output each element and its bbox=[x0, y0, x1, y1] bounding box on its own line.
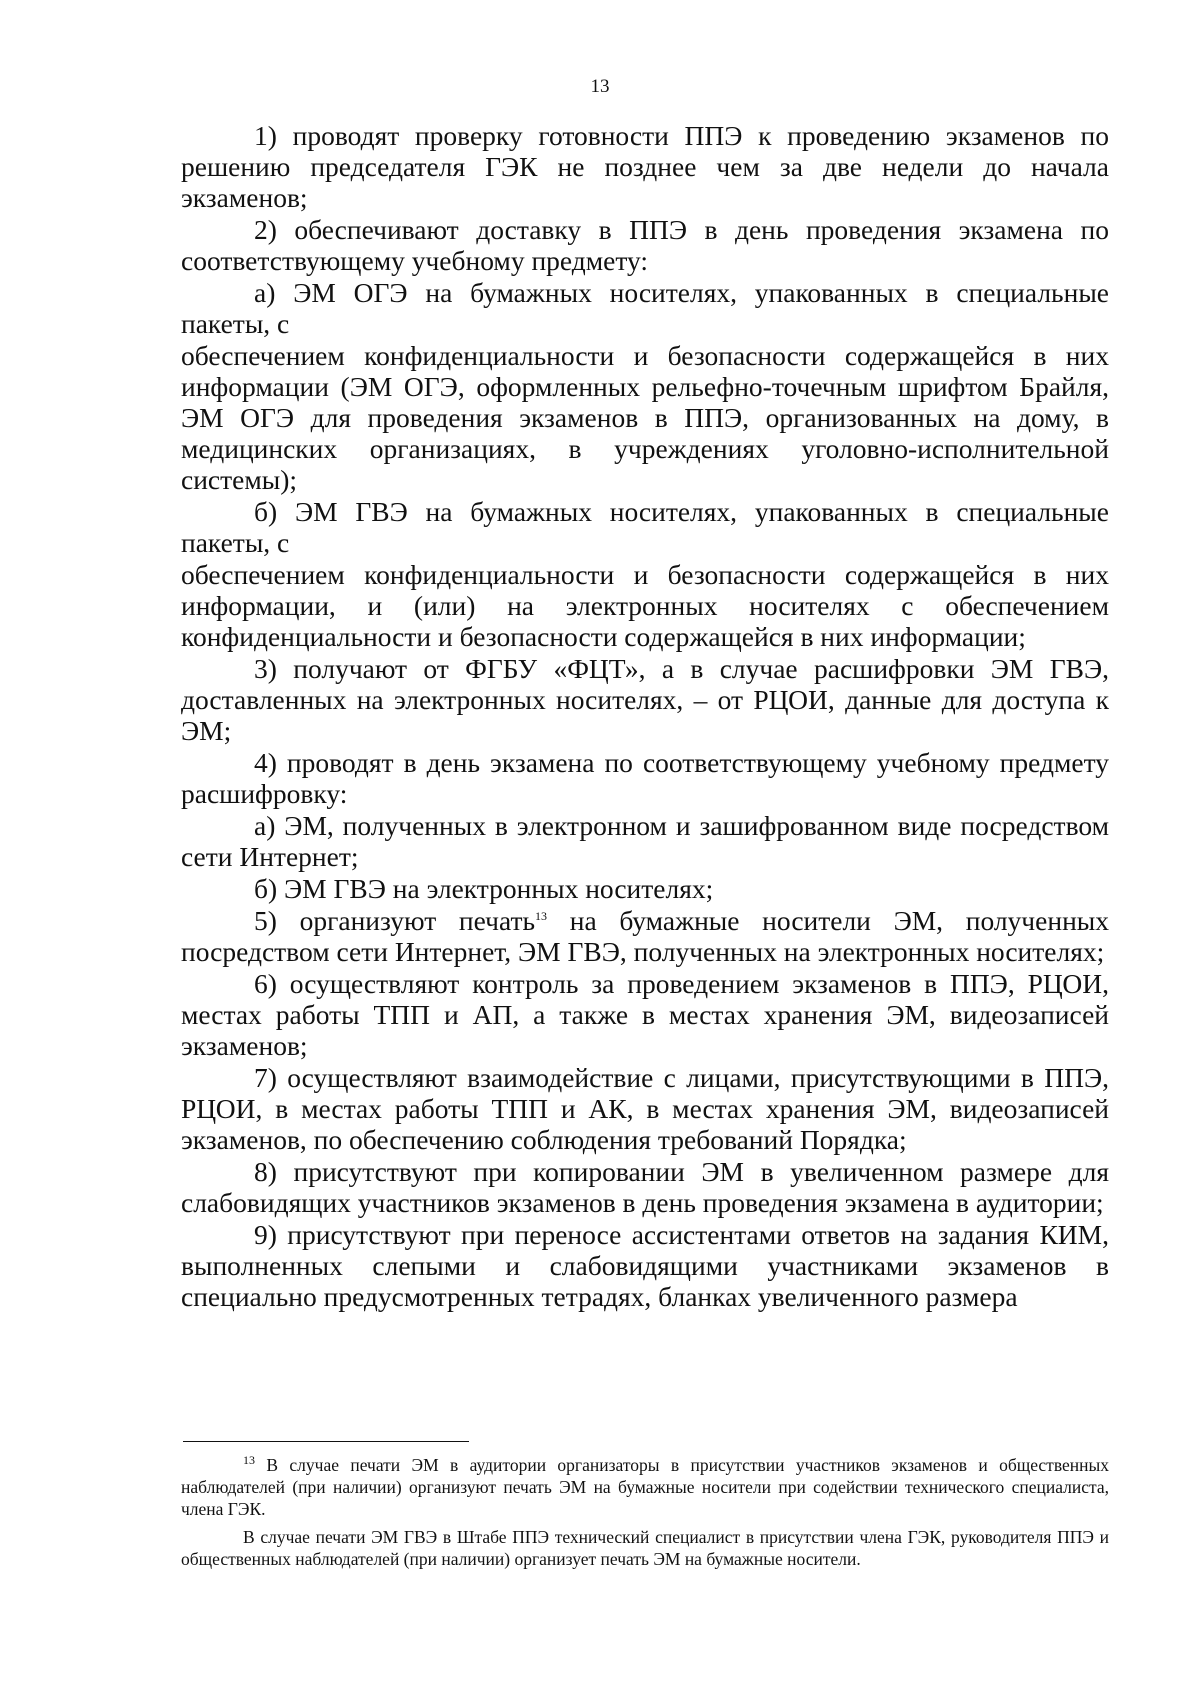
footnote-number: 13 bbox=[243, 1453, 255, 1468]
paragraph-5 bbox=[181, 905, 1109, 967]
paragraph-2a: а) ЭМ ОГЭ на бумажных носителях, упакованных в специальные пакеты, с bbox=[181, 277, 1109, 339]
paragraph-2b-continued: обеспечением конфиденциальности и безопасности содержащейся в них информации, и (или) на электронных носителях с обеспечением конфиденциальности и безопасности содержащейся в них информации; bbox=[181, 559, 1109, 652]
footnote-1 bbox=[181, 1454, 1109, 1520]
paragraph-4: 4) проводят в день экзамена по соответствующему учебному предмету расшифровку: bbox=[181, 747, 1109, 809]
paragraph-2b: б) ЭМ ГВЭ на бумажных носителях, упакованных в специальные пакеты, с bbox=[181, 496, 1109, 558]
paragraph-2a-continued: обеспечением конфиденциальности и безопасности содержащейся в них информации (ЭМ ОГЭ, оформленных рельефно-точечным шрифтом Брайля, ЭМ ОГЭ для проведения экзаменов в ППЭ, организованных на дому, в медицинских организациях, в учреждениях уголовно-исполнительной системы); bbox=[181, 340, 1109, 495]
paragraph-4a: а) ЭМ, полученных в электронном и зашифрованном виде посредством сети Интернет; bbox=[181, 810, 1109, 872]
paragraph-8: 8) присутствуют при копировании ЭМ в увеличенном размере для слабовидящих участников экзаменов в день проведения экзамена в аудитории; bbox=[181, 1156, 1109, 1218]
paragraph-1: 1) проводят проверку готовности ППЭ к проведению экзаменов по решению председателя ГЭК не позднее чем за две недели до начала экзаменов; bbox=[181, 120, 1109, 213]
footnote-2: В случае печати ЭМ ГВЭ в Штабе ППЭ технический специалист в присутствии члена ГЭК, руководителя ППЭ и общественных наблюдателей (при наличии) организует печать ЭМ на бумажные носители. bbox=[181, 1527, 1109, 1569]
paragraph-7: 7) осуществляют взаимодействие с лицами, присутствующими в ППЭ, РЦОИ, в местах работы ТПП и АК, в местах хранения ЭМ, видеозаписей экзаменов, по обеспечению соблюдения требований Порядка; bbox=[181, 1062, 1109, 1155]
paragraph-3: 3) получают от ФГБУ «ФЦТ», а в случае расшифровки ЭМ ГВЭ, доставленных на электронных носителях, – от РЦОИ, данные для доступа к ЭМ; bbox=[181, 653, 1109, 746]
page-number: 13 bbox=[590, 76, 610, 97]
paragraph-5-rest: на бумажные носители ЭМ, полученных посредством сети Интернет, ЭМ ГВЭ, полученных на электронных носителях; bbox=[181, 905, 1110, 967]
paragraph-4b: б) ЭМ ГВЭ на электронных носителях; bbox=[254, 873, 714, 904]
paragraph-5-start: 5) организуют печать bbox=[254, 905, 536, 936]
footnotes bbox=[181, 1454, 1109, 1576]
paragraph-6: 6) осуществляют контроль за проведением экзаменов в ППЭ, РЦОИ, местах работы ТПП и АП, а также в местах хранения ЭМ, видеозаписей экзаменов; bbox=[181, 968, 1109, 1061]
paragraph-2: 2) обеспечивают доставку в ППЭ в день проведения экзамена по соответствующему учебному предмету: bbox=[181, 214, 1109, 276]
paragraph-9: 9) присутствуют при переносе ассистентами ответов на задания КИМ, выполненных слепыми и слабовидящими участниками экзаменов в специально предусмотренных тетрадях, бланках увеличенного размера bbox=[181, 1219, 1109, 1312]
footnote-divider bbox=[183, 1441, 469, 1442]
document-body bbox=[181, 120, 1109, 1313]
footnote-reference: 13 bbox=[535, 908, 548, 923]
footnote-1-text: В случае печати ЭМ в аудитории организаторы в присутствии участников экзаменов и общественных наблюдателей (при наличии) организуют печать ЭМ на бумажные носители при содействии технического специалиста, члена ГЭК. bbox=[181, 1455, 1109, 1519]
